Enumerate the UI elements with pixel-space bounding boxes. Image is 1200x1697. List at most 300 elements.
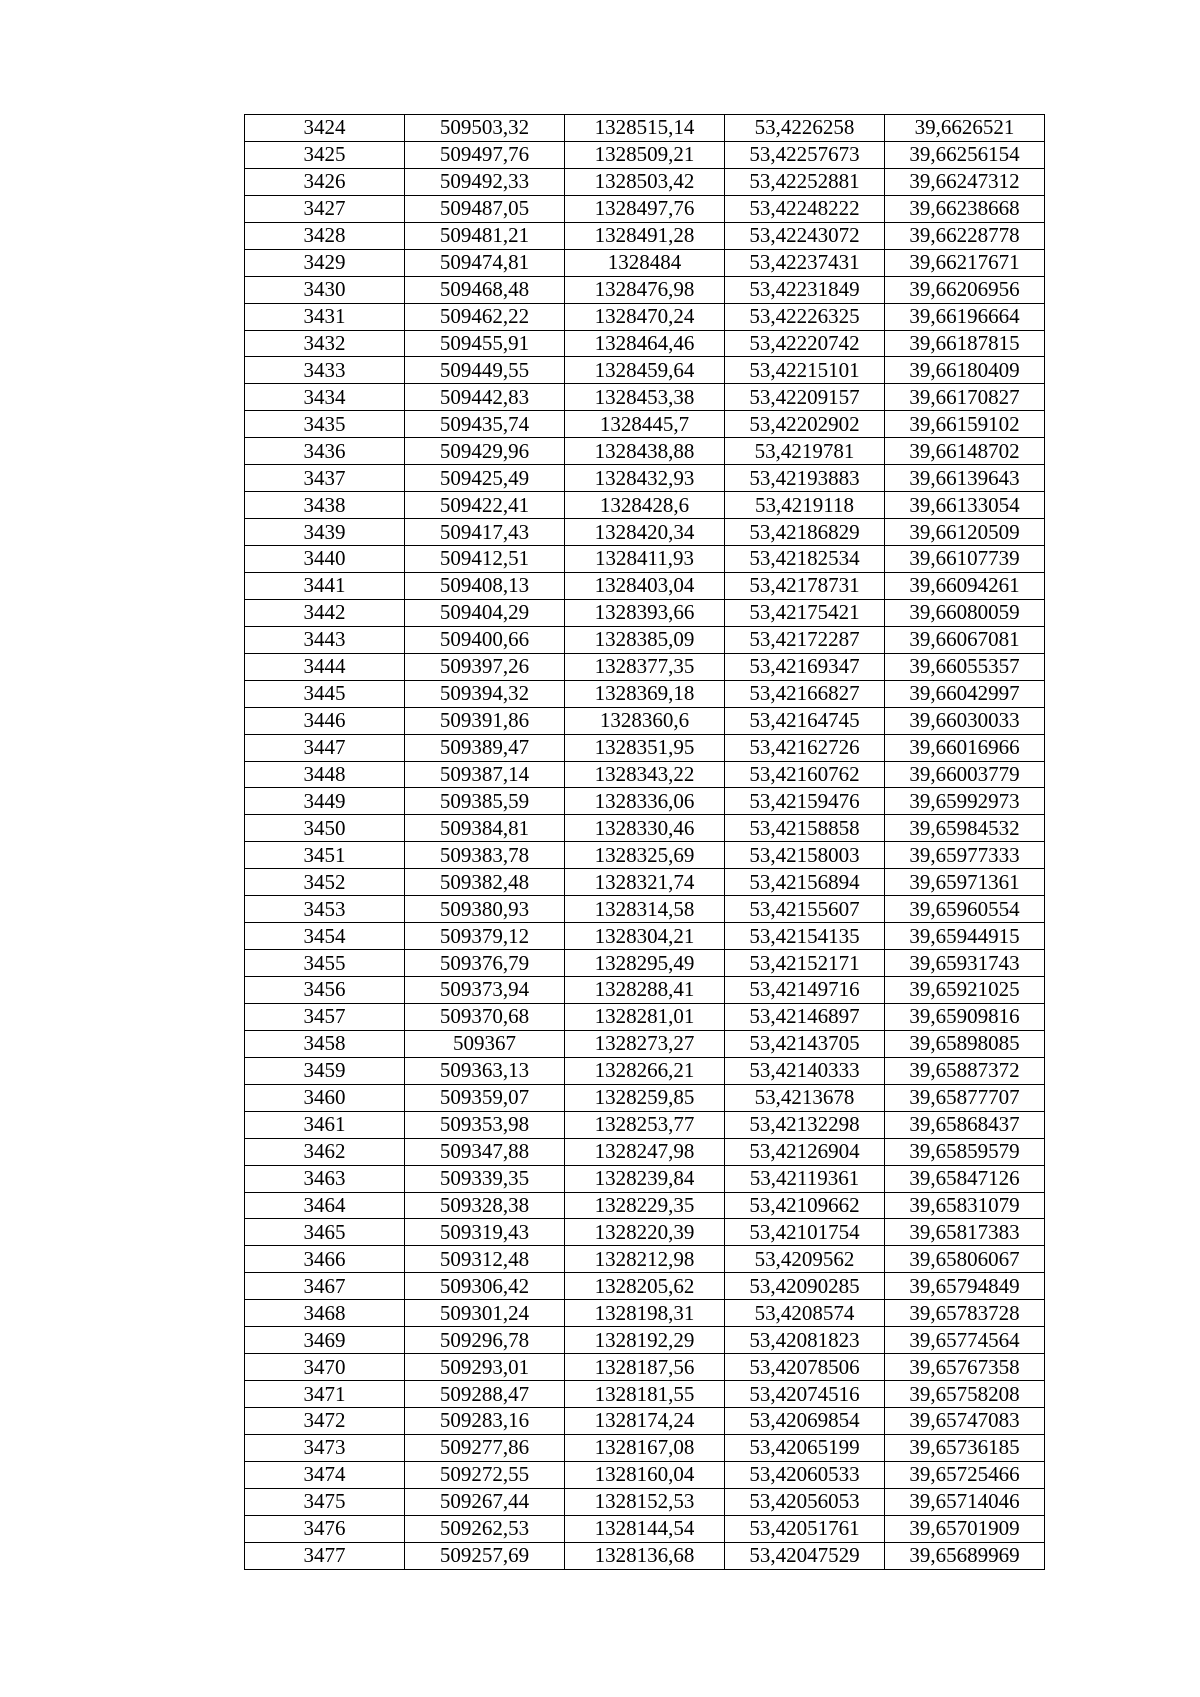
table-row: [245, 492, 1045, 519]
latitude-cell: 53,4219781: [725, 438, 885, 465]
point-number-cell: 3436: [245, 438, 405, 465]
table-row: [245, 1030, 1045, 1057]
table-row: [245, 1219, 1045, 1246]
longitude-cell: 39,65877707: [885, 1084, 1045, 1111]
point-number-cell: 3461: [245, 1111, 405, 1138]
point-number-cell: 3444: [245, 653, 405, 680]
x-coordinate-cell: 509455,91: [405, 330, 565, 357]
y-coordinate-cell: 1328205,62: [565, 1273, 725, 1300]
table-row: [245, 626, 1045, 653]
latitude-cell: 53,42155607: [725, 896, 885, 923]
longitude-cell: 39,66238668: [885, 195, 1045, 222]
table-row: [245, 519, 1045, 546]
y-coordinate-cell: 1328343,22: [565, 761, 725, 788]
latitude-cell: 53,42056053: [725, 1488, 885, 1515]
longitude-cell: 39,66042997: [885, 680, 1045, 707]
x-coordinate-cell: 509373,94: [405, 977, 565, 1004]
table-row: [245, 842, 1045, 869]
y-coordinate-cell: 1328281,01: [565, 1003, 725, 1030]
longitude-cell: 39,65689969: [885, 1542, 1045, 1569]
x-coordinate-cell: 509487,05: [405, 195, 565, 222]
x-coordinate-cell: 509429,96: [405, 438, 565, 465]
longitude-cell: 39,66187815: [885, 330, 1045, 357]
y-coordinate-cell: 1328432,93: [565, 465, 725, 492]
latitude-cell: 53,42178731: [725, 572, 885, 599]
point-number-cell: 3448: [245, 761, 405, 788]
y-coordinate-cell: 1328253,77: [565, 1111, 725, 1138]
latitude-cell: 53,42169347: [725, 653, 885, 680]
longitude-cell: 39,65984532: [885, 815, 1045, 842]
latitude-cell: 53,4219118: [725, 492, 885, 519]
longitude-cell: 39,66206956: [885, 276, 1045, 303]
longitude-cell: 39,65977333: [885, 842, 1045, 869]
table-row: [245, 1165, 1045, 1192]
y-coordinate-cell: 1328445,7: [565, 411, 725, 438]
point-number-cell: 3473: [245, 1434, 405, 1461]
x-coordinate-cell: 509503,32: [405, 115, 565, 142]
table-row: [245, 1327, 1045, 1354]
latitude-cell: 53,42202902: [725, 411, 885, 438]
longitude-cell: 39,65868437: [885, 1111, 1045, 1138]
x-coordinate-cell: 509435,74: [405, 411, 565, 438]
longitude-cell: 39,66030033: [885, 707, 1045, 734]
y-coordinate-cell: 1328509,21: [565, 141, 725, 168]
longitude-cell: 39,66139643: [885, 465, 1045, 492]
table-row: [245, 1057, 1045, 1084]
longitude-cell: 39,65806067: [885, 1246, 1045, 1273]
longitude-cell: 39,65898085: [885, 1030, 1045, 1057]
x-coordinate-cell: 509359,07: [405, 1084, 565, 1111]
latitude-cell: 53,4209562: [725, 1246, 885, 1273]
x-coordinate-cell: 509412,51: [405, 546, 565, 573]
point-number-cell: 3476: [245, 1515, 405, 1542]
y-coordinate-cell: 1328174,24: [565, 1408, 725, 1435]
longitude-cell: 39,65714046: [885, 1488, 1045, 1515]
table-row: [245, 357, 1045, 384]
table-row: [245, 572, 1045, 599]
table-row: [245, 249, 1045, 276]
latitude-cell: 53,42220742: [725, 330, 885, 357]
point-number-cell: 3453: [245, 896, 405, 923]
y-coordinate-cell: 1328192,29: [565, 1327, 725, 1354]
latitude-cell: 53,42164745: [725, 707, 885, 734]
longitude-cell: 39,65774564: [885, 1327, 1045, 1354]
table-row: [245, 869, 1045, 896]
point-number-cell: 3452: [245, 869, 405, 896]
latitude-cell: 53,42119361: [725, 1165, 885, 1192]
y-coordinate-cell: 1328336,06: [565, 788, 725, 815]
y-coordinate-cell: 1328181,55: [565, 1381, 725, 1408]
table-row: [245, 222, 1045, 249]
x-coordinate-cell: 509382,48: [405, 869, 565, 896]
latitude-cell: 53,42047529: [725, 1542, 885, 1569]
y-coordinate-cell: 1328229,35: [565, 1192, 725, 1219]
table-row: [245, 1003, 1045, 1030]
x-coordinate-cell: 509383,78: [405, 842, 565, 869]
longitude-cell: 39,65909816: [885, 1003, 1045, 1030]
y-coordinate-cell: 1328403,04: [565, 572, 725, 599]
y-coordinate-cell: 1328393,66: [565, 599, 725, 626]
table-row: [245, 330, 1045, 357]
point-number-cell: 3443: [245, 626, 405, 653]
point-number-cell: 3429: [245, 249, 405, 276]
y-coordinate-cell: 1328438,88: [565, 438, 725, 465]
point-number-cell: 3451: [245, 842, 405, 869]
table-row: [245, 1273, 1045, 1300]
point-number-cell: 3474: [245, 1461, 405, 1488]
x-coordinate-cell: 509379,12: [405, 923, 565, 950]
point-number-cell: 3458: [245, 1030, 405, 1057]
longitude-cell: 39,65887372: [885, 1057, 1045, 1084]
point-number-cell: 3456: [245, 977, 405, 1004]
latitude-cell: 53,42152171: [725, 950, 885, 977]
longitude-cell: 39,65831079: [885, 1192, 1045, 1219]
x-coordinate-cell: 509400,66: [405, 626, 565, 653]
latitude-cell: 53,4213678: [725, 1084, 885, 1111]
point-number-cell: 3425: [245, 141, 405, 168]
point-number-cell: 3427: [245, 195, 405, 222]
table-row: [245, 896, 1045, 923]
x-coordinate-cell: 509474,81: [405, 249, 565, 276]
x-coordinate-cell: 509481,21: [405, 222, 565, 249]
y-coordinate-cell: 1328497,76: [565, 195, 725, 222]
latitude-cell: 53,42078506: [725, 1354, 885, 1381]
longitude-cell: 39,66180409: [885, 357, 1045, 384]
table-row: [245, 1300, 1045, 1327]
longitude-cell: 39,66016966: [885, 734, 1045, 761]
table-row: [245, 1084, 1045, 1111]
x-coordinate-cell: 509425,49: [405, 465, 565, 492]
y-coordinate-cell: 1328385,09: [565, 626, 725, 653]
latitude-cell: 53,42175421: [725, 599, 885, 626]
y-coordinate-cell: 1328239,84: [565, 1165, 725, 1192]
table-row: [245, 1246, 1045, 1273]
point-number-cell: 3450: [245, 815, 405, 842]
longitude-cell: 39,65747083: [885, 1408, 1045, 1435]
longitude-cell: 39,65767358: [885, 1354, 1045, 1381]
x-coordinate-cell: 509328,38: [405, 1192, 565, 1219]
point-number-cell: 3445: [245, 680, 405, 707]
table-row: [245, 977, 1045, 1004]
x-coordinate-cell: 509422,41: [405, 492, 565, 519]
latitude-cell: 53,42065199: [725, 1434, 885, 1461]
point-number-cell: 3467: [245, 1273, 405, 1300]
latitude-cell: 53,42248222: [725, 195, 885, 222]
point-number-cell: 3432: [245, 330, 405, 357]
longitude-cell: 39,66094261: [885, 572, 1045, 599]
longitude-cell: 39,65859579: [885, 1138, 1045, 1165]
y-coordinate-cell: 1328198,31: [565, 1300, 725, 1327]
point-number-cell: 3430: [245, 276, 405, 303]
point-number-cell: 3470: [245, 1354, 405, 1381]
latitude-cell: 53,42101754: [725, 1219, 885, 1246]
y-coordinate-cell: 1328377,35: [565, 653, 725, 680]
x-coordinate-cell: 509385,59: [405, 788, 565, 815]
latitude-cell: 53,42051761: [725, 1515, 885, 1542]
x-coordinate-cell: 509497,76: [405, 141, 565, 168]
x-coordinate-cell: 509404,29: [405, 599, 565, 626]
point-number-cell: 3455: [245, 950, 405, 977]
latitude-cell: 53,42257673: [725, 141, 885, 168]
longitude-cell: 39,65736185: [885, 1434, 1045, 1461]
longitude-cell: 39,65971361: [885, 869, 1045, 896]
longitude-cell: 39,66247312: [885, 168, 1045, 195]
longitude-cell: 39,66170827: [885, 384, 1045, 411]
point-number-cell: 3471: [245, 1381, 405, 1408]
x-coordinate-cell: 509288,47: [405, 1381, 565, 1408]
longitude-cell: 39,66196664: [885, 303, 1045, 330]
x-coordinate-cell: 509468,48: [405, 276, 565, 303]
x-coordinate-cell: 509376,79: [405, 950, 565, 977]
table-row: [245, 761, 1045, 788]
latitude-cell: 53,42243072: [725, 222, 885, 249]
point-number-cell: 3468: [245, 1300, 405, 1327]
table-row: [245, 707, 1045, 734]
point-number-cell: 3424: [245, 115, 405, 142]
table-row: [245, 1515, 1045, 1542]
table-row: [245, 1138, 1045, 1165]
table-row: [245, 1354, 1045, 1381]
x-coordinate-cell: 509492,33: [405, 168, 565, 195]
latitude-cell: 53,42215101: [725, 357, 885, 384]
table-row: [245, 1192, 1045, 1219]
x-coordinate-cell: 509380,93: [405, 896, 565, 923]
x-coordinate-cell: 509394,32: [405, 680, 565, 707]
longitude-cell: 39,66120509: [885, 519, 1045, 546]
latitude-cell: 53,4226258: [725, 115, 885, 142]
y-coordinate-cell: 1328144,54: [565, 1515, 725, 1542]
y-coordinate-cell: 1328273,27: [565, 1030, 725, 1057]
x-coordinate-cell: 509408,13: [405, 572, 565, 599]
x-coordinate-cell: 509319,43: [405, 1219, 565, 1246]
latitude-cell: 53,42060533: [725, 1461, 885, 1488]
longitude-cell: 39,65817383: [885, 1219, 1045, 1246]
y-coordinate-cell: 1328136,68: [565, 1542, 725, 1569]
y-coordinate-cell: 1328459,64: [565, 357, 725, 384]
x-coordinate-cell: 509277,86: [405, 1434, 565, 1461]
point-number-cell: 3435: [245, 411, 405, 438]
x-coordinate-cell: 509449,55: [405, 357, 565, 384]
table-row: [245, 411, 1045, 438]
x-coordinate-cell: 509353,98: [405, 1111, 565, 1138]
latitude-cell: 53,42166827: [725, 680, 885, 707]
point-number-cell: 3428: [245, 222, 405, 249]
table-row: [245, 1488, 1045, 1515]
y-coordinate-cell: 1328304,21: [565, 923, 725, 950]
x-coordinate-cell: 509267,44: [405, 1488, 565, 1515]
table-row: [245, 303, 1045, 330]
latitude-cell: 53,42160762: [725, 761, 885, 788]
y-coordinate-cell: 1328220,39: [565, 1219, 725, 1246]
x-coordinate-cell: 509301,24: [405, 1300, 565, 1327]
table-row: [245, 384, 1045, 411]
y-coordinate-cell: 1328515,14: [565, 115, 725, 142]
table-row: [245, 168, 1045, 195]
point-number-cell: 3463: [245, 1165, 405, 1192]
latitude-cell: 53,42081823: [725, 1327, 885, 1354]
longitude-cell: 39,66067081: [885, 626, 1045, 653]
longitude-cell: 39,65992973: [885, 788, 1045, 815]
latitude-cell: 53,42172287: [725, 626, 885, 653]
point-number-cell: 3449: [245, 788, 405, 815]
y-coordinate-cell: 1328321,74: [565, 869, 725, 896]
longitude-cell: 39,66256154: [885, 141, 1045, 168]
longitude-cell: 39,66228778: [885, 222, 1045, 249]
latitude-cell: 53,42140333: [725, 1057, 885, 1084]
x-coordinate-cell: 509283,16: [405, 1408, 565, 1435]
point-number-cell: 3465: [245, 1219, 405, 1246]
longitude-cell: 39,66133054: [885, 492, 1045, 519]
latitude-cell: 53,42156894: [725, 869, 885, 896]
point-number-cell: 3464: [245, 1192, 405, 1219]
x-coordinate-cell: 509262,53: [405, 1515, 565, 1542]
point-number-cell: 3437: [245, 465, 405, 492]
longitude-cell: 39,66217671: [885, 249, 1045, 276]
x-coordinate-cell: 509363,13: [405, 1057, 565, 1084]
x-coordinate-cell: 509367: [405, 1030, 565, 1057]
point-number-cell: 3446: [245, 707, 405, 734]
longitude-cell: 39,65725466: [885, 1461, 1045, 1488]
latitude-cell: 53,42193883: [725, 465, 885, 492]
point-number-cell: 3477: [245, 1542, 405, 1569]
table-row: [245, 680, 1045, 707]
table-row: [245, 276, 1045, 303]
point-number-cell: 3459: [245, 1057, 405, 1084]
latitude-cell: 53,42158858: [725, 815, 885, 842]
y-coordinate-cell: 1328484: [565, 249, 725, 276]
longitude-cell: 39,66003779: [885, 761, 1045, 788]
table-row: [245, 1542, 1045, 1569]
table-row: [245, 195, 1045, 222]
table-row: [245, 1111, 1045, 1138]
point-number-cell: 3460: [245, 1084, 405, 1111]
x-coordinate-cell: 509417,43: [405, 519, 565, 546]
latitude-cell: 53,42209157: [725, 384, 885, 411]
y-coordinate-cell: 1328503,42: [565, 168, 725, 195]
longitude-cell: 39,66055357: [885, 653, 1045, 680]
longitude-cell: 39,66107739: [885, 546, 1045, 573]
y-coordinate-cell: 1328288,41: [565, 977, 725, 1004]
longitude-cell: 39,66080059: [885, 599, 1045, 626]
x-coordinate-cell: 509257,69: [405, 1542, 565, 1569]
longitude-cell: 39,65758208: [885, 1381, 1045, 1408]
longitude-cell: 39,65794849: [885, 1273, 1045, 1300]
table-row: [245, 788, 1045, 815]
y-coordinate-cell: 1328491,28: [565, 222, 725, 249]
y-coordinate-cell: 1328259,85: [565, 1084, 725, 1111]
x-coordinate-cell: 509296,78: [405, 1327, 565, 1354]
y-coordinate-cell: 1328411,93: [565, 546, 725, 573]
x-coordinate-cell: 509462,22: [405, 303, 565, 330]
latitude-cell: 53,42186829: [725, 519, 885, 546]
table-row: [245, 115, 1045, 142]
longitude-cell: 39,66148702: [885, 438, 1045, 465]
table-row: [245, 1461, 1045, 1488]
table-row: [245, 1434, 1045, 1461]
latitude-cell: 53,42074516: [725, 1381, 885, 1408]
x-coordinate-cell: 509370,68: [405, 1003, 565, 1030]
point-number-cell: 3431: [245, 303, 405, 330]
table-row: [245, 1408, 1045, 1435]
latitude-cell: 53,42149716: [725, 977, 885, 1004]
point-number-cell: 3469: [245, 1327, 405, 1354]
table-row: [245, 815, 1045, 842]
x-coordinate-cell: 509397,26: [405, 653, 565, 680]
table-row: [245, 141, 1045, 168]
y-coordinate-cell: 1328160,04: [565, 1461, 725, 1488]
longitude-cell: 39,65960554: [885, 896, 1045, 923]
point-number-cell: 3462: [245, 1138, 405, 1165]
point-number-cell: 3433: [245, 357, 405, 384]
y-coordinate-cell: 1328330,46: [565, 815, 725, 842]
longitude-cell: 39,65847126: [885, 1165, 1045, 1192]
y-coordinate-cell: 1328325,69: [565, 842, 725, 869]
x-coordinate-cell: 509347,88: [405, 1138, 565, 1165]
latitude-cell: 53,42252881: [725, 168, 885, 195]
table-row: [245, 546, 1045, 573]
y-coordinate-cell: 1328295,49: [565, 950, 725, 977]
coordinates-table-body: [245, 115, 1045, 1570]
point-number-cell: 3439: [245, 519, 405, 546]
table-row: [245, 734, 1045, 761]
table-row: [245, 438, 1045, 465]
coordinates-table: [244, 114, 1045, 1570]
y-coordinate-cell: 1328167,08: [565, 1434, 725, 1461]
table-row: [245, 923, 1045, 950]
longitude-cell: 39,65931743: [885, 950, 1045, 977]
x-coordinate-cell: 509339,35: [405, 1165, 565, 1192]
longitude-cell: 39,66159102: [885, 411, 1045, 438]
point-number-cell: 3475: [245, 1488, 405, 1515]
x-coordinate-cell: 509306,42: [405, 1273, 565, 1300]
point-number-cell: 3441: [245, 572, 405, 599]
y-coordinate-cell: 1328453,38: [565, 384, 725, 411]
y-coordinate-cell: 1328247,98: [565, 1138, 725, 1165]
latitude-cell: 53,42069854: [725, 1408, 885, 1435]
latitude-cell: 53,42162726: [725, 734, 885, 761]
y-coordinate-cell: 1328360,6: [565, 707, 725, 734]
x-coordinate-cell: 509391,86: [405, 707, 565, 734]
longitude-cell: 39,65921025: [885, 977, 1045, 1004]
longitude-cell: 39,65944915: [885, 923, 1045, 950]
latitude-cell: 53,42132298: [725, 1111, 885, 1138]
latitude-cell: 53,42154135: [725, 923, 885, 950]
latitude-cell: 53,42159476: [725, 788, 885, 815]
table-row: [245, 1381, 1045, 1408]
latitude-cell: 53,42143705: [725, 1030, 885, 1057]
table-row: [245, 950, 1045, 977]
y-coordinate-cell: 1328152,53: [565, 1488, 725, 1515]
x-coordinate-cell: 509312,48: [405, 1246, 565, 1273]
latitude-cell: 53,42182534: [725, 546, 885, 573]
latitude-cell: 53,42146897: [725, 1003, 885, 1030]
point-number-cell: 3440: [245, 546, 405, 573]
x-coordinate-cell: 509293,01: [405, 1354, 565, 1381]
y-coordinate-cell: 1328428,6: [565, 492, 725, 519]
latitude-cell: 53,42231849: [725, 276, 885, 303]
point-number-cell: 3454: [245, 923, 405, 950]
y-coordinate-cell: 1328351,95: [565, 734, 725, 761]
point-number-cell: 3447: [245, 734, 405, 761]
latitude-cell: 53,42158003: [725, 842, 885, 869]
y-coordinate-cell: 1328369,18: [565, 680, 725, 707]
y-coordinate-cell: 1328420,34: [565, 519, 725, 546]
table-row: [245, 599, 1045, 626]
latitude-cell: 53,4208574: [725, 1300, 885, 1327]
point-number-cell: 3438: [245, 492, 405, 519]
point-number-cell: 3466: [245, 1246, 405, 1273]
longitude-cell: 39,65701909: [885, 1515, 1045, 1542]
